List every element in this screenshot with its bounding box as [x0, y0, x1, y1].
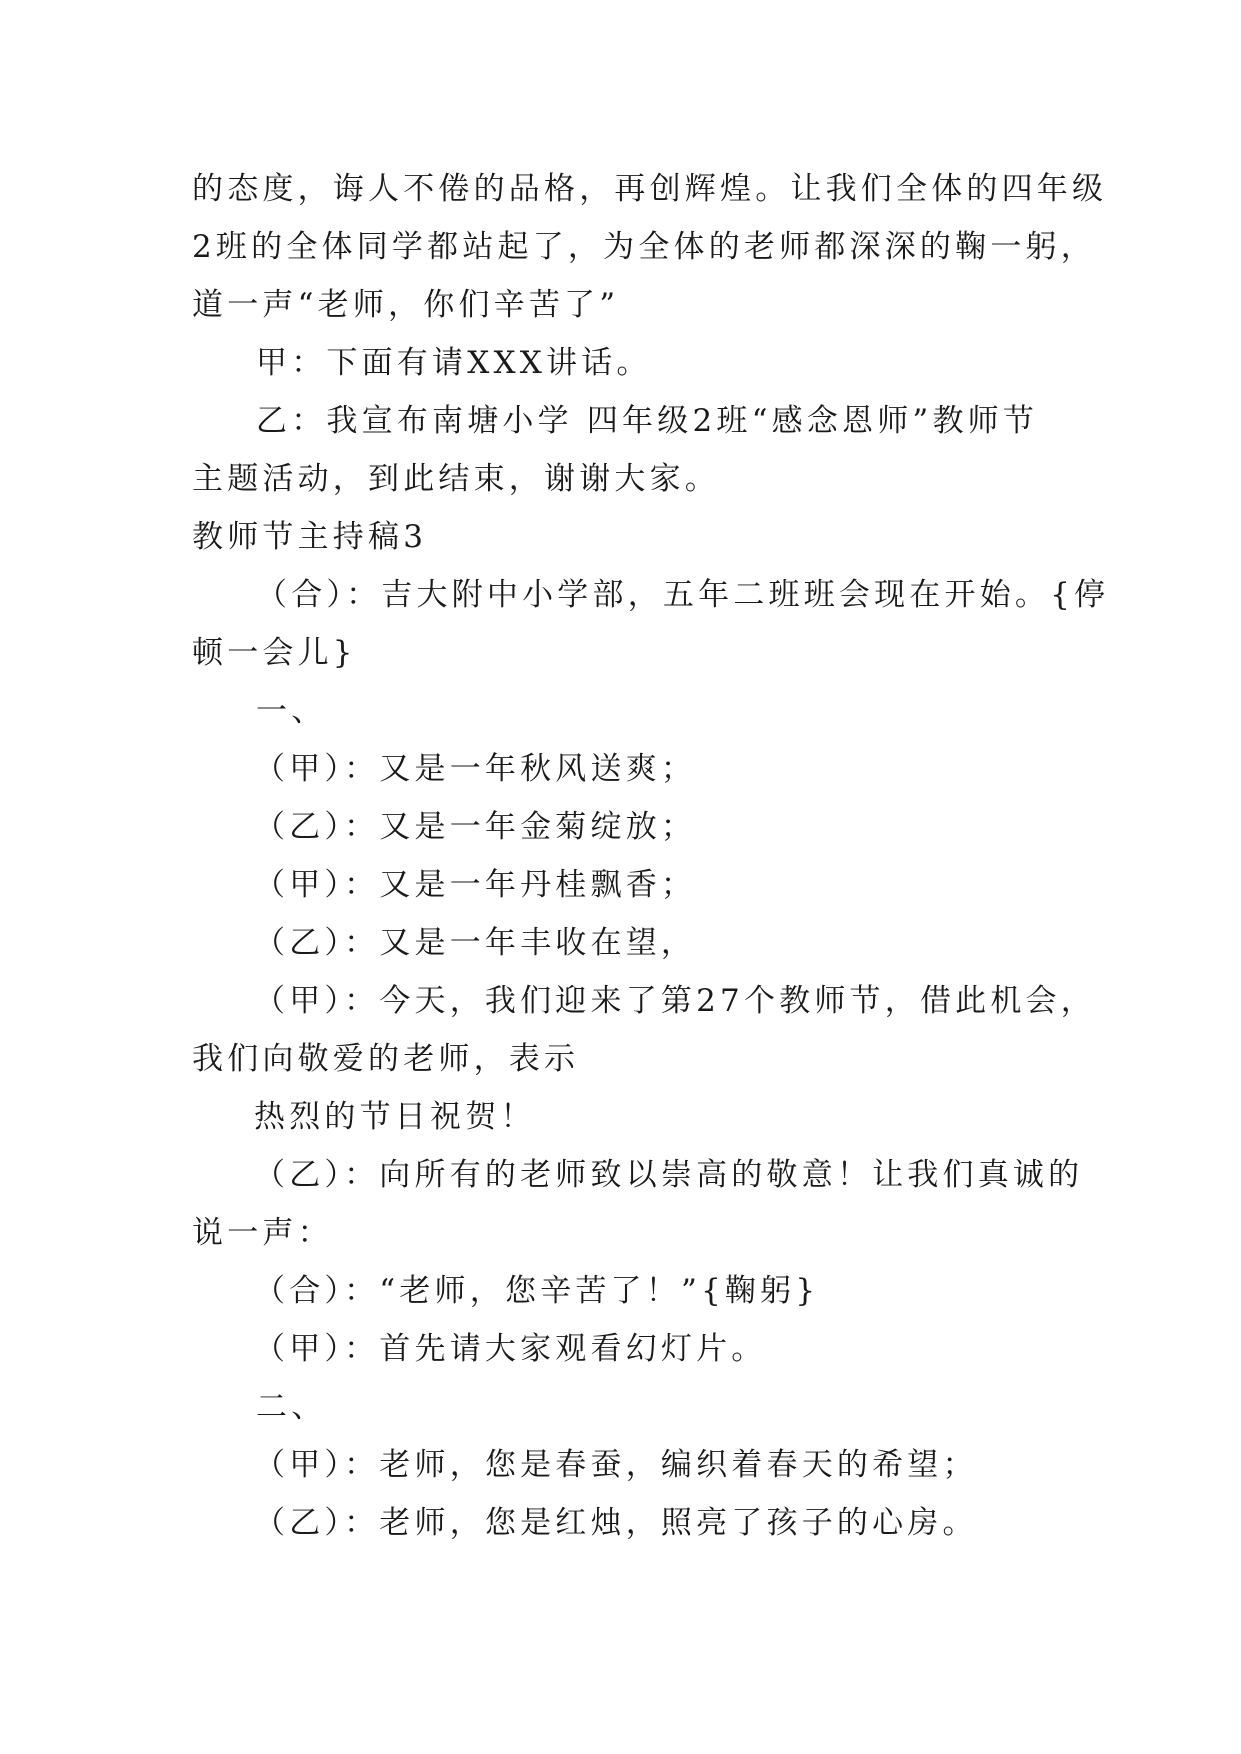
text-line: 我们向敬爱的老师，表示 — [192, 1041, 580, 1077]
text-line: 乙：我宣布南塘小学 四年级2班“感念恩师”教师节 — [256, 403, 1039, 439]
text-line: （乙）：又是一年丰收在望， — [254, 925, 697, 961]
text-line: （合）：“老师，您辛苦了！”{鞠躬} — [254, 1273, 820, 1309]
text-line: 热烈的节日祝贺！ — [254, 1099, 536, 1135]
text-line: （甲）：老师，您是春蚕，编织着春天的希望； — [254, 1447, 978, 1483]
text-line: 的态度，诲人不倦的品格，再创辉煌。让我们全体的四年级 — [192, 171, 1108, 207]
text-line: （甲）：又是一年秋风送爽； — [254, 751, 697, 787]
text-line: 主题活动，到此结束，谢谢大家。 — [192, 461, 720, 497]
text-line: 2班的全体同学都站起了，为全体的老师都深深的鞠一躬， — [192, 229, 1096, 265]
text-line: （合）：吉大附中小学部，五年二班班会现在开始。{停 — [256, 577, 1110, 613]
text-line: 道一声“老师，你们辛苦了” — [192, 287, 620, 323]
section-heading: 教师节主持稿3 — [192, 519, 428, 555]
text-line: （甲）：又是一年丹桂飘香； — [254, 867, 697, 903]
text-line: 顿一会儿} — [192, 635, 357, 671]
text-line: （甲）：今天，我们迎来了第27个教师节，借此机会， — [254, 983, 1096, 1019]
text-line: 说一声： — [192, 1215, 333, 1251]
text-line: 一、 — [256, 693, 327, 729]
text-line: 二、 — [256, 1389, 327, 1425]
text-line: 甲：下面有请XXX讲话。 — [256, 345, 652, 381]
text-line: （乙）：老师，您是红烛，照亮了孩子的心房。 — [254, 1505, 978, 1541]
text-line: （甲）：首先请大家观看幻灯片。 — [254, 1331, 767, 1367]
text-line: （乙）：向所有的老师致以崇高的敬意！让我们真诚的 — [254, 1157, 1084, 1193]
text-line: （乙）：又是一年金菊绽放； — [254, 809, 697, 845]
document-body — [192, 160, 1110, 1552]
